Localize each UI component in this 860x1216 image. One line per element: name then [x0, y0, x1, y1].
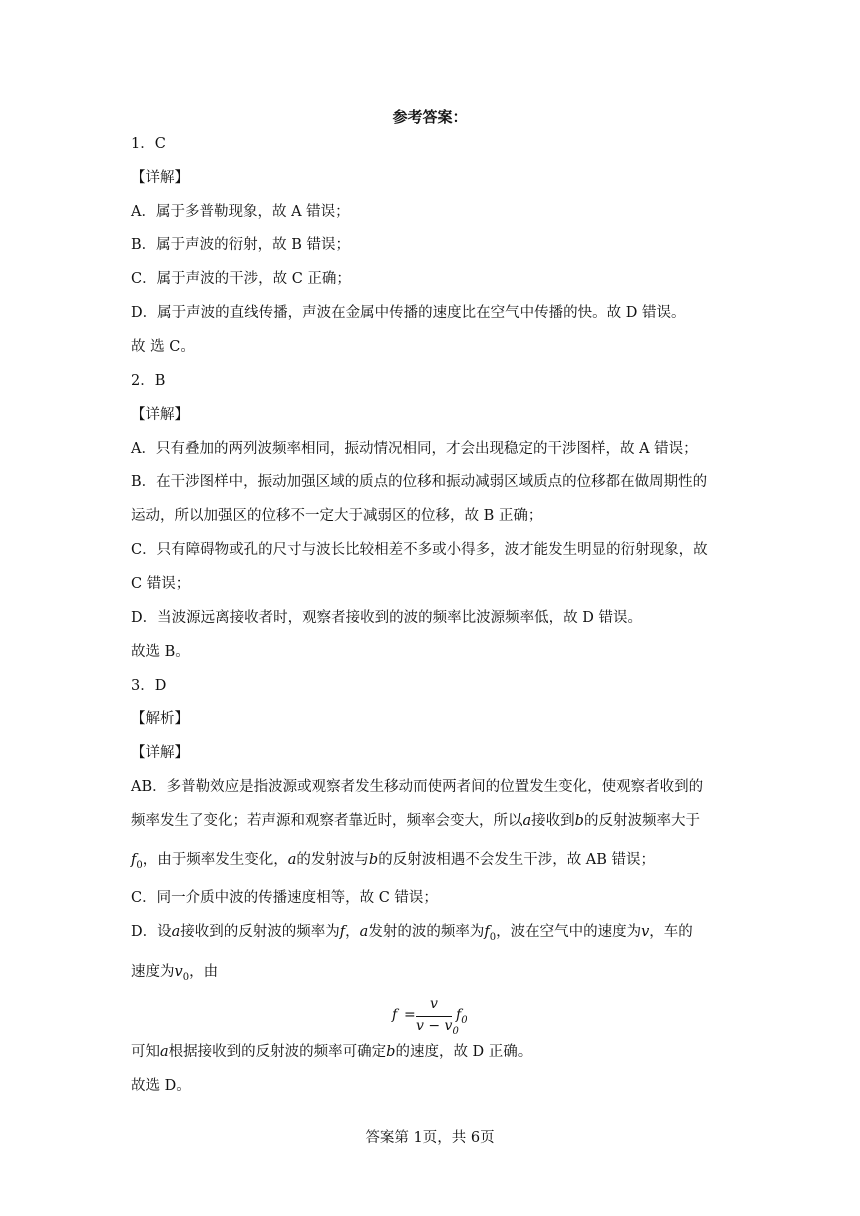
q3-option-d-line1: D．设a接收到的反射波的频率为f，a发射的波的频率为$f_0$，波在空气中的速度为v，车的 — [131, 924, 693, 943]
q3-option-ab-line3: $f_0$，由于频率发生变化，a的发射波与b的反射波相遇不会发生干涉，故 AB 错误； — [131, 852, 656, 871]
symbol-a: a — [287, 852, 297, 868]
q2-option-c-line2: C 错误； — [131, 576, 191, 592]
page-title: 参考答案： — [392, 108, 468, 126]
q2-detail-heading: 【详解】 — [131, 407, 189, 423]
q2-answer: 2．B — [131, 373, 166, 389]
q3-option-c: C．同一介质中波的传播速度相等，故 C 错误； — [131, 890, 438, 906]
symbol-f0: f — [131, 852, 137, 868]
formula-numerator: v — [430, 996, 438, 1012]
symbol-b: b — [386, 1044, 396, 1060]
formula-lhs: f — [392, 1007, 398, 1023]
q1-choice: 故 选 C。 — [131, 339, 195, 355]
q1-option-d: D．属于声波的直线传播，声波在金属中传播的速度比在空气中传播的快。故 D 错误。 — [131, 305, 686, 321]
q1-answer: 1．C — [131, 136, 166, 152]
q3-option-ab-line2: 频率发生了变化；若声源和观察者靠近时，频率会变大，所以a接收到b的反射波频率大于 — [131, 813, 700, 829]
q1-detail-heading: 【详解】 — [131, 170, 189, 186]
fraction-bar — [416, 1016, 452, 1017]
symbol-a: a — [359, 924, 369, 940]
q2-option-c-line1: C．只有障碍物或孔的尺寸与波长比较相差不多或小得多，波才能发生明显的衍射现象，故 — [131, 542, 708, 558]
q2-option-a: A．只有叠加的两列波频率相同，振动情况相同，才会出现稳定的干涉图样，故 A 错误； — [131, 441, 698, 457]
symbol-b: b — [368, 852, 379, 868]
formula-f0: $f_0$ — [456, 1007, 468, 1026]
q2-choice: 故选 B。 — [131, 644, 190, 660]
symbol-a: a — [522, 813, 532, 829]
q1-option-a: A．属于多普勒现象，故 A 错误； — [131, 204, 350, 220]
q3-analysis-heading: 【解析】 — [131, 711, 189, 727]
symbol-b: b — [574, 813, 584, 829]
symbol-f0: f — [484, 924, 490, 940]
q3-answer: 3．D — [131, 678, 167, 694]
doppler-formula — [392, 996, 492, 1036]
symbol-v0: v — [174, 964, 183, 980]
q3-option-d-line2: 速度为$v_0$，由 — [131, 964, 219, 983]
symbol-f: f — [339, 924, 346, 940]
q3-conclusion: 可知a根据接收到的反射波的频率可确定b的速度，故 D 正确。 — [131, 1044, 533, 1060]
q3-choice: 故选 D。 — [131, 1078, 191, 1094]
q2-option-b-line1: B．在干涉图样中，振动加强区域的质点的位移和振动减弱区域质点的位移都在做周期性的 — [131, 474, 708, 490]
formula-denominator: $v - v_0$ — [416, 1018, 459, 1037]
q2-option-b-line2: 运动，所以加强区的位移不一定大于减弱区的位移，故 B 正确； — [131, 508, 543, 524]
symbol-a: a — [160, 1044, 169, 1060]
q2-option-d: D．当波源远离接收者时，观察者接收到的波的频率比波源频率低，故 D 错误。 — [131, 610, 642, 626]
symbol-v: v — [641, 924, 650, 940]
q1-option-c: C．属于声波的干涉，故 C 正确； — [131, 271, 351, 287]
q3-detail-heading: 【详解】 — [131, 745, 189, 761]
q3-option-ab-line1: AB．多普勒效应是指波源或观察者发生移动而使两者间的位置发生变化，使观察者收到的 — [131, 779, 704, 795]
symbol-a: a — [171, 924, 181, 940]
formula-equals: = — [404, 1007, 416, 1023]
q1-option-b: B．属于声波的衍射，故 B 错误； — [131, 237, 351, 253]
page-footer: 答案第 1页，共 6页 — [365, 1130, 495, 1146]
